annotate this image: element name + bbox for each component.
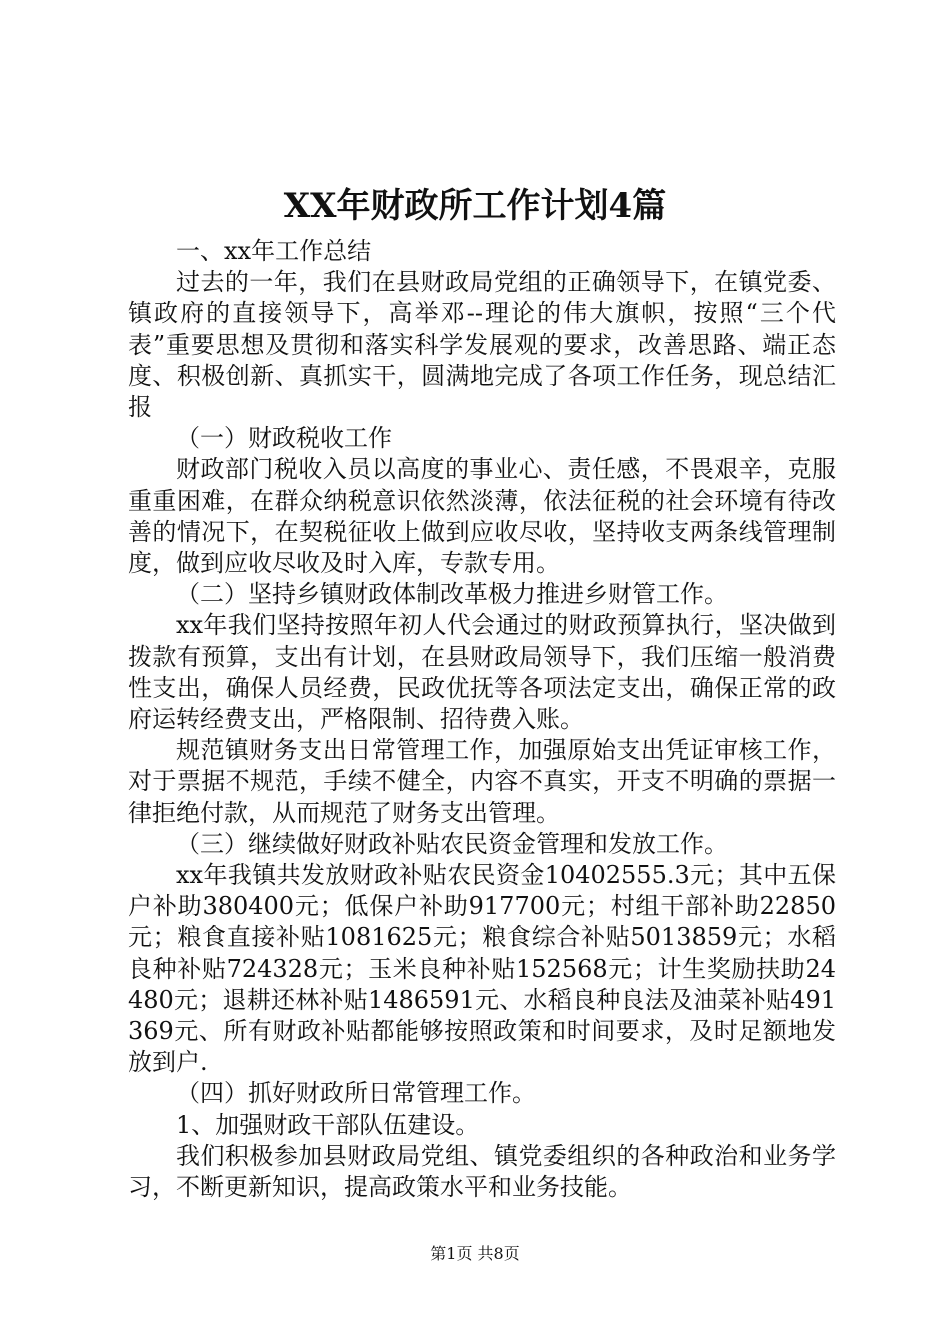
- paragraph: 过去的一年，我们在县财政局党组的正确领导下，在镇党委、镇政府的直接领导下，高举邓--理论的伟大旗帜，按照“三个代表”重要思想及贯彻和落实科学发展观的要求，改善思路、端正态度、积极创新、真抓实干，圆满地完成了各项工作任务，现总结汇报: [128, 268, 836, 422]
- subsection-heading: （二）坚持乡镇财政体制改革极力推进乡财管工作。: [176, 580, 728, 609]
- paragraph: xx年我们坚持按照年初人代会通过的财政预算执行，坚决做到拨款有预算，支出有计划，在县财政局领导下，我们压缩一般消费性支出，确保人员经费，民政优抚等各项法定支出，确保正常的政府运转经费支出，严格限制、招待费入账。: [128, 611, 836, 734]
- paragraph: 我们积极参加县财政局党组、镇党委组织的各种政治和业务学习，不断更新知识，提高政策水平和业务技能。: [128, 1141, 836, 1202]
- document-title: XX年财政所工作计划4篇: [283, 186, 667, 226]
- document-body: [128, 236, 836, 1203]
- subsection-heading: （一）财政税收工作: [176, 424, 392, 453]
- paragraph: 规范镇财务支出日常管理工作，加强原始支出凭证审核工作，对于票据不规范，手续不健全，内容不真实，开支不明确的票据一律拒绝付款，从而规范了财务支出管理。: [128, 736, 836, 827]
- numbered-item: 1、加强财政干部队伍建设。: [176, 1110, 480, 1139]
- section-heading: 一、xx年工作总结: [176, 237, 372, 265]
- subsection-heading: （三）继续做好财政补贴农民资金管理和发放工作。: [176, 829, 728, 858]
- paragraph: xx年我镇共发放财政补贴农民资金10402555.3元；其中五保户补助380400元；低保户补助917700元；村组干部补助22850元；粮食直接补贴1081625元；粮食综合补贴5013859元；水稻良种补贴724328元；玉米良种补贴152568元；计生奖励扶助24480元；退耕还林补贴1486591元、水稻良种良法及油菜补贴491369元、所有财政补贴都能够按照政策和时间要求，及时足额地发放到户.: [128, 861, 836, 1077]
- page-footer: 第1页 共8页: [430, 1244, 520, 1263]
- subsection-heading: （四）抓好财政所日常管理工作。: [176, 1079, 536, 1108]
- paragraph: 财政部门税收入员以高度的事业心、责任感，不畏艰辛，克服重重困难，在群众纳税意识依然淡薄，依法征税的社会环境有待改善的情况下，在契税征收上做到应收尽收，坚持收支两条线管理制度，做到应收尽收及时入库，专款专用。: [128, 455, 836, 578]
